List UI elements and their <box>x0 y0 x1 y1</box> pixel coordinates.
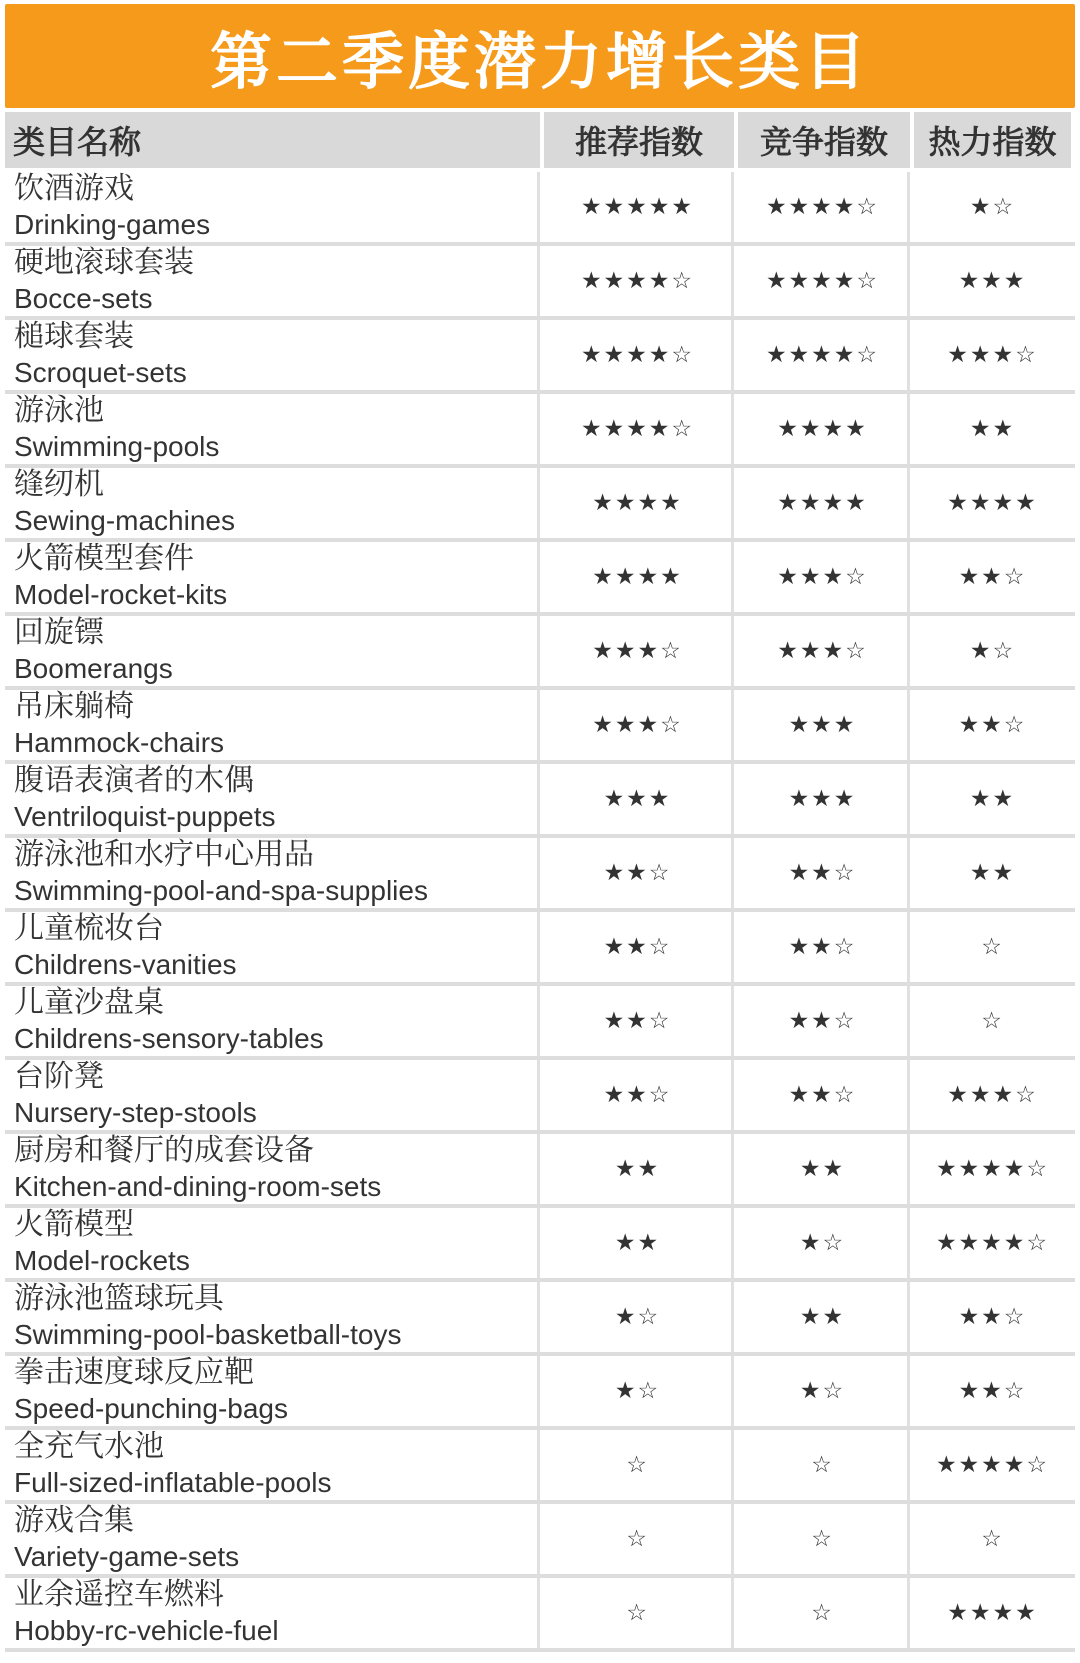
category-name-en: Hobby-rc-vehicle-fuel <box>14 1615 279 1646</box>
recommend-stars: ★★☆ <box>544 912 734 982</box>
competition-stars: ★★☆ <box>738 838 910 908</box>
table-row <box>5 1208 1075 1282</box>
category-name-zh: 全充气水池 <box>14 1429 164 1464</box>
category-name-en: Variety-game-sets <box>14 1541 240 1572</box>
heat-stars: ★★★☆ <box>914 1060 1071 1130</box>
category-name-en: Model-rocket-kits <box>14 579 228 610</box>
heat-stars: ★★☆ <box>914 1282 1071 1352</box>
competition-stars: ★★★ <box>738 764 910 834</box>
heat-stars: ☆ <box>914 986 1071 1056</box>
table-row <box>5 690 1075 764</box>
category-name-zh: 火箭模型套件 <box>14 541 194 576</box>
heat-stars: ★★★★☆ <box>914 1134 1071 1204</box>
competition-stars: ★★☆ <box>738 912 910 982</box>
heat-stars: ★★ <box>914 764 1071 834</box>
category-name-en: Nursery-step-stools <box>14 1097 257 1128</box>
recommend-stars: ☆ <box>544 1504 734 1574</box>
heat-stars: ★★★★☆ <box>914 1430 1071 1500</box>
heat-stars: ★☆ <box>914 172 1071 242</box>
recommend-stars: ★☆ <box>544 1356 734 1426</box>
category-name-cell <box>5 1504 540 1574</box>
category-name-cell <box>5 1208 540 1278</box>
category-name-cell <box>5 542 540 612</box>
heat-stars: ★★☆ <box>914 1356 1071 1426</box>
table-row <box>5 1578 1075 1652</box>
recommend-stars: ★★★★★ <box>544 172 734 242</box>
recommend-stars: ☆ <box>544 1430 734 1500</box>
table-header <box>5 112 1075 168</box>
table-row <box>5 838 1075 912</box>
category-name-cell <box>5 838 540 908</box>
recommend-stars: ★★★☆ <box>544 616 734 686</box>
category-name-cell <box>5 986 540 1056</box>
category-name-cell <box>5 690 540 760</box>
competition-stars: ☆ <box>738 1430 910 1500</box>
heat-stars: ★★☆ <box>914 690 1071 760</box>
competition-stars: ★★★★ <box>738 394 910 464</box>
recommend-stars: ★★ <box>544 1208 734 1278</box>
category-name-zh: 回旋镖 <box>14 615 104 650</box>
header-competition-index: 竞争指数 <box>738 112 910 168</box>
header-heat-index: 热力指数 <box>914 112 1071 168</box>
table-row <box>5 1282 1075 1356</box>
category-name-zh: 槌球套装 <box>14 319 134 354</box>
table-row <box>5 542 1075 616</box>
table-row <box>5 616 1075 690</box>
competition-stars: ★★★☆ <box>738 616 910 686</box>
category-name-zh: 厨房和餐厅的成套设备 <box>14 1133 314 1168</box>
recommend-stars: ★★★★ <box>544 468 734 538</box>
heat-stars: ★☆ <box>914 616 1071 686</box>
heat-stars: ★★ <box>914 394 1071 464</box>
heat-stars: ★★★ <box>914 246 1071 316</box>
category-name-cell <box>5 764 540 834</box>
table-row <box>5 320 1075 394</box>
category-table <box>5 112 1075 1652</box>
category-name-cell <box>5 1282 540 1352</box>
recommend-stars: ☆ <box>544 1578 734 1648</box>
table-row <box>5 172 1075 246</box>
competition-stars: ★★★☆ <box>738 542 910 612</box>
category-name-en: Drinking-games <box>14 209 211 240</box>
table-row <box>5 912 1075 986</box>
competition-stars: ★★☆ <box>738 986 910 1056</box>
category-name-zh: 拳击速度球反应靶 <box>14 1355 254 1390</box>
category-name-cell <box>5 1356 540 1426</box>
category-name-cell <box>5 1134 540 1204</box>
recommend-stars: ★★★☆ <box>544 690 734 760</box>
category-name-cell <box>5 320 540 390</box>
category-name-zh: 吊床躺椅 <box>14 689 134 724</box>
category-name-en: Speed-punching-bags <box>14 1393 288 1424</box>
category-name-zh: 火箭模型 <box>14 1207 134 1242</box>
category-name-cell <box>5 912 540 982</box>
competition-stars: ★★☆ <box>738 1060 910 1130</box>
category-name-zh: 儿童梳妆台 <box>14 911 164 946</box>
heat-stars: ★★☆ <box>914 542 1071 612</box>
table-row <box>5 468 1075 542</box>
table-row <box>5 246 1075 320</box>
competition-stars: ★★★★☆ <box>738 320 910 390</box>
category-name-cell <box>5 1060 540 1130</box>
recommend-stars: ★★☆ <box>544 986 734 1056</box>
category-name-cell <box>5 246 540 316</box>
table-row <box>5 764 1075 838</box>
heat-stars: ★★ <box>914 838 1071 908</box>
table-row <box>5 1356 1075 1430</box>
table-row <box>5 986 1075 1060</box>
table-row <box>5 394 1075 468</box>
category-name-en: Model-rockets <box>14 1245 190 1276</box>
competition-stars: ★★★ <box>738 690 910 760</box>
category-name-cell <box>5 394 540 464</box>
recommend-stars: ★★★★☆ <box>544 246 734 316</box>
category-name-zh: 游戏合集 <box>14 1503 134 1538</box>
table-row <box>5 1060 1075 1134</box>
category-name-cell <box>5 1430 540 1500</box>
category-name-en: Full-sized-inflatable-pools <box>14 1467 332 1498</box>
category-name-en: Sewing-machines <box>14 505 235 536</box>
category-name-cell <box>5 616 540 686</box>
recommend-stars: ★☆ <box>544 1282 734 1352</box>
heat-stars: ☆ <box>914 912 1071 982</box>
heat-stars: ★★★★☆ <box>914 1208 1071 1278</box>
heat-stars: ★★★☆ <box>914 320 1071 390</box>
category-name-en: Swimming-pool-and-spa-supplies <box>14 875 428 906</box>
category-name-en: Swimming-pool-basketball-toys <box>14 1319 402 1350</box>
table-row <box>5 1430 1075 1504</box>
competition-stars: ★☆ <box>738 1356 910 1426</box>
heat-stars: ☆ <box>914 1504 1071 1574</box>
competition-stars: ★★★★ <box>738 468 910 538</box>
recommend-stars: ★★★ <box>544 764 734 834</box>
competition-stars: ★★ <box>738 1282 910 1352</box>
category-name-en: Kitchen-and-dining-room-sets <box>14 1171 382 1202</box>
category-name-en: Childrens-sensory-tables <box>14 1023 324 1054</box>
header-recommend-index: 推荐指数 <box>544 112 734 168</box>
category-name-zh: 儿童沙盘桌 <box>14 985 164 1020</box>
competition-stars: ★★★★☆ <box>738 172 910 242</box>
table-row <box>5 1504 1075 1578</box>
competition-stars: ★★ <box>738 1134 910 1204</box>
header-category-name: 类目名称 <box>5 112 540 168</box>
competition-stars: ☆ <box>738 1504 910 1574</box>
category-name-zh: 硬地滚球套装 <box>14 245 194 280</box>
category-name-en: Boomerangs <box>14 653 173 684</box>
competition-stars: ☆ <box>738 1578 910 1648</box>
recommend-stars: ★★☆ <box>544 838 734 908</box>
category-name-zh: 腹语表演者的木偶 <box>14 763 254 798</box>
page-title: 第二季度潜力增长类目 <box>5 4 1075 108</box>
table-row <box>5 1134 1075 1208</box>
recommend-stars: ★★★★☆ <box>544 394 734 464</box>
table-body <box>5 172 1075 1652</box>
recommend-stars: ★★ <box>544 1134 734 1204</box>
category-name-en: Hammock-chairs <box>14 727 225 758</box>
category-name-en: Swimming-pools <box>14 431 220 462</box>
category-name-en: Bocce-sets <box>14 283 153 314</box>
category-name-zh: 缝纫机 <box>14 467 104 502</box>
heat-stars: ★★★★ <box>914 468 1071 538</box>
category-name-en: Scroquet-sets <box>14 357 187 388</box>
competition-stars: ★★★★☆ <box>738 246 910 316</box>
recommend-stars: ★★★★ <box>544 542 734 612</box>
category-name-zh: 游泳池篮球玩具 <box>14 1281 224 1316</box>
heat-stars: ★★★★ <box>914 1578 1071 1648</box>
category-name-cell <box>5 172 540 242</box>
recommend-stars: ★★★★☆ <box>544 320 734 390</box>
category-name-cell <box>5 1578 540 1648</box>
competition-stars: ★☆ <box>738 1208 910 1278</box>
category-name-zh: 游泳池 <box>14 393 104 428</box>
category-name-zh: 饮酒游戏 <box>14 171 134 206</box>
category-name-zh: 游泳池和水疗中心用品 <box>14 837 314 872</box>
category-name-zh: 业余遥控车燃料 <box>14 1577 224 1612</box>
category-name-zh: 台阶凳 <box>14 1059 104 1094</box>
category-name-en: Childrens-vanities <box>14 949 237 980</box>
category-name-cell <box>5 468 540 538</box>
category-name-en: Ventriloquist-puppets <box>14 801 276 832</box>
recommend-stars: ★★☆ <box>544 1060 734 1130</box>
